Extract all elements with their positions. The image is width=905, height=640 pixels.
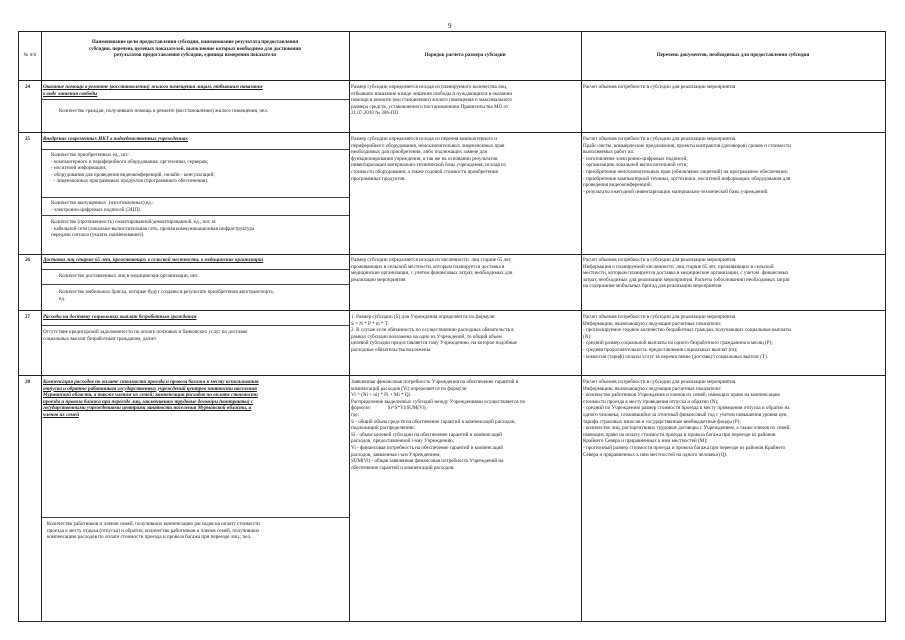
row-24-calc: Размер субсидии определяется исходя из планируемого количества лиц, отбывших наказание в виде лишения свободы и нуждающихся в оказании помощи в ремонте (восстановлении) жилого помещения и максимального размера средств, установленного постановлением Правительства МО от 21.07.2010 № 306-ПП xyxy=(351,84,513,117)
row-24-docs: Расчет объемов потребности в субсидии для реализации мероприятия xyxy=(583,84,736,90)
row-24-num: 24 xyxy=(25,84,31,90)
row-25-title: Внедрение современных ИКТ в подведомственных учреждениях xyxy=(43,136,188,142)
row-27-num: 27 xyxy=(25,314,31,320)
sub-divider xyxy=(41,284,349,285)
header-docs: Перечень документов, необходимых для предоставления субсидии xyxy=(656,52,810,58)
sub-divider xyxy=(41,215,349,216)
row-28-num: 28 xyxy=(25,379,31,385)
row-26-indicator-1: Количество доставленных лиц в медицинские организации, чел. xyxy=(59,273,199,279)
sub-divider xyxy=(41,197,349,198)
row-divider xyxy=(19,310,885,311)
sub-divider xyxy=(41,269,349,270)
row-divider xyxy=(19,132,885,133)
row-25-indicator-2: Количество выпущенных (изготовленных),ед.: - электронно-цифровых подписей (ЭЦП). xyxy=(51,200,154,213)
row-divider xyxy=(19,375,885,376)
row-28-docs: Расчет объемов потребности в субсидии для реализации мероприятия. Информацию, включающую следующие расчетные показатели: - количество работников Учреждения и членов их семей, имеющих право на компенсацию стоимости проезда к месту проведения отпуска и обратно (N); - средний по Учреждению размер стоимости проезда к месту проведения отпуска и обратно на одного человека, сложившийся за отчетный финансовый год с учетом повышения уровня цен, тарифа страховых взносов в государственные внебюджетные фонды (P); - количество лиц, расторгнувших трудовые договоры с Учреждением, а также членов их семей, имеющих право на оплату стоимости проезда и провоза багажа при переезде из районов Крайнего Севера и приравненных к ним местностей (M); - прогнозный размер стоимости проезда и провоза багажа при переезде из районов Крайнего Севера и приравненных к ним местностей на одного человека (Q). xyxy=(583,379,791,458)
row-27-title: Расходы на доставку социальных выплат безработным гражданам xyxy=(43,314,197,320)
col-divider xyxy=(41,32,42,621)
row-28-calc: Заявленная финансовая потребность Учреждения на обеспечение гарантий и компенсаций расходов (Vi) определяется по формуле: Vi = (Ni + ni) * Pi + Mi * Qi. Распределение выделенных субсидий между Учреждениями осуществляется по формуле: Si=S*Vi/SUM(Vi), где: S - общий объем средств на обеспечение гарантий и компенсаций расходов, подлежащий распределению; Si - объем целевой субсидии на обеспечение гарантий и компенсаций расходов, предоставленной i-ому Учреждению; Vi - финансовая потребность на обеспечение гарантий и компенсаций расходов, заявленная i-ым Учреждением; SUM(Vi) - общая заявленная финансовая потребность Учреждений на обеспечение гарантий и компенсаций расходов. xyxy=(351,379,526,471)
row-divider xyxy=(19,254,885,255)
sub-divider xyxy=(41,517,349,518)
row-26-calc: Размер субсидии определяется исходя из численности лиц старше 65 лет, проживающих в сельской местности, которым планируется доставка в медицинские организации, с учетом финансовых затрат, необходимых для реализации мероприятия xyxy=(351,257,513,283)
col-divider xyxy=(581,32,582,621)
sub-divider xyxy=(41,149,349,150)
row-25-docs: Расчет объемов потребности в субсидии для реализации мероприятия. Прайс-листы, коммерческие предложения, проекты контрактов (договоров) сроков и стоимости выполняемых работ на: - изготовление электронно-цифровых подписей; - организацию локальной вычислительной сети; - приобретение неисключительных прав (обновление лицензий) на программное обеспечение; - приобретение компьютерной техники, оргтехники, носителей информации, оборудования для проведения видеоконференций. - результаты ежегодной инвентаризации материально-технической базы учреждений. xyxy=(583,136,791,195)
header-calc: Порядок расчета размера субсидии xyxy=(424,52,506,58)
row-26-num: 26 xyxy=(25,257,31,263)
sub-divider xyxy=(41,325,349,326)
header-num: № п/п xyxy=(23,52,37,58)
row-25-calc: Размер субсидии определяется исходя из перечня компьютерного и периферийного оборудования, неисключительных лицензионных прав необходимых для приобретения, либо подлежащих замене для функционирования учреждения, а так же на основании результатов инвентаризации материально-технической базы учреждения, исходя из стоимости оборудования, а также годовой стоимости приобретения программных продуктов. xyxy=(351,136,506,182)
row-28-title: Компенсация расходов по оплате стоимости проезда и провоза багажа к месту использования отпуска и обратно работникам государственных учреждений центров занятости населения Мурманской области, а также членам их семей; компенсация расходов по оплате стоимости проезда и провоза багажа при переезде лиц, заключивших трудовые договоры (контракты) с государственными учреждениями центрами занятости населения Мурманской области, и членов их семей xyxy=(43,379,259,418)
row-24-title: Оказание помощи в ремонте (восстановлении) жилого помещения лицам, отбывшим наказание в виде лишения свободы xyxy=(43,84,263,97)
row-24-indicator: Количество граждан, получивших помощь в ремонте (восстановлении) жилого помещения, чел. xyxy=(59,108,269,114)
row-27-docs: Расчет объемов потребности в субсидии для реализации мероприятия. Информацию, включающую следующие расчетные показатели: - прогнозируемое годовое количество безработных граждан, получающих социальные выплаты (N); - средний размер социальной выплаты на одного безработного гражданина в месяц (P); - средняя продолжительность предоставления социальных выплат (m); - комиссия (тариф) оплаты услуг за перечисление (доставку) социальных выплат (T). xyxy=(583,314,791,360)
row-27-calc: 1. Размер субсидии (S) для Учреждения определяется по формуле: S = N * P * m * T. 2. В случае если обязанность по осуществлению расходных обязательств в рамках субсидии возложена на одно из Учреждений, то общий объем целевой субсидии предоставляется тому Учреждению, на которое подобные расходные обязательства возложены. xyxy=(351,314,517,353)
col-divider xyxy=(349,32,350,621)
row-26-docs: Расчет объемов потребности в субсидии для реализации мероприятия. Информация о планируемой численности лиц старше 65 лет, проживающих в сельской местности, которым планируется доставка в медицинские организации, с учетом финансовых затрат, необходимых для реализации мероприятия. Расчеты (обоснования) необходимых затрат на содержание мобильных бригад для реализации мероприятия. xyxy=(583,257,790,290)
page-number: 9 xyxy=(448,22,452,30)
row-25-indicator-3: Количество (протяженность) смонтированной/демонтированной, ед., пог. м: - кабельной сети (локально-вычислительная сеть, прочая коммуникационная инфраструктура передачи сигнала (указать наименование)). xyxy=(51,219,255,239)
subsidy-table xyxy=(18,31,886,622)
row-26-indicator-2: Количество мобильных бригад, которые будут созданы в результате приобретения автотранспорта, ед. xyxy=(59,289,274,302)
row-25-indicator-1: Количество приобретенных ед., шт.: - компьютерного и периферийного оборудования, оргтехники, серверов; - носителей информации; - оборудования для проведения видеоконференций, онлайн - консультаций; - лицензионных программных продуктов (программного обеспечения). xyxy=(51,152,215,185)
header-goal: Наименование цели предоставления субсидии, наименование результата предоставления субсидии, перечень целевых показателей, выполнение которых необходимо для достижения результатов предоставления субсидии, единица измерения показателя xyxy=(88,39,302,59)
row-28-indicator: Количество работников и членов семей, получивших компенсацию расходов на оплату стоимости проезда к месту отдыха (отпуска) и обратно; количество работников и членов семей, получивших компенсацию расходов по оплате стоимости проезда и провоза багажа при переезде лиц., чел. xyxy=(47,521,260,541)
row-27-indicator: Отсутствие кредиторской задолженности по оплате почтовых и банковских услуг по доставке социальных выплат безработным гражданам, да/нет xyxy=(43,329,248,342)
row-25-num: 25 xyxy=(25,136,31,142)
row-26-title: Доставка лиц старше 65 лет, проживающих в сельской местности, в медицинские организации xyxy=(43,257,264,263)
sub-divider xyxy=(41,99,349,100)
row-divider xyxy=(19,80,885,81)
